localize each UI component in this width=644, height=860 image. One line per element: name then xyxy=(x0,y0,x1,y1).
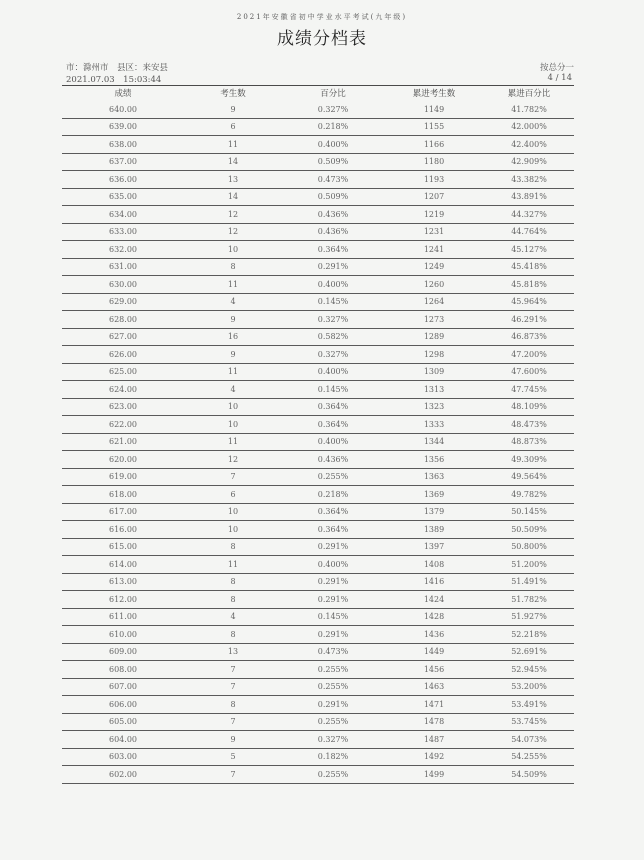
cell-count: 10 xyxy=(227,244,239,254)
cell-percent: 0.509% xyxy=(317,157,349,167)
cell-cumulative-count: 1408 xyxy=(423,559,445,569)
cell-count: 6 xyxy=(230,122,236,132)
cell-score: 636.00 xyxy=(109,174,137,184)
cell-score: 635.00 xyxy=(109,192,137,202)
table-row xyxy=(62,749,574,767)
cell-cumulative-count: 1219 xyxy=(423,209,445,219)
cell-cumulative-percent: 47.600% xyxy=(511,367,547,377)
cell-percent: 0.145% xyxy=(317,297,349,307)
cell-cumulative-count: 1155 xyxy=(423,122,445,132)
cell-count: 4 xyxy=(230,384,236,394)
cell-cumulative-percent: 50.509% xyxy=(511,524,547,534)
cell-score: 614.00 xyxy=(109,559,137,569)
cell-percent: 0.255% xyxy=(317,664,349,674)
cell-count: 9 xyxy=(230,104,236,114)
cell-score: 615.00 xyxy=(109,542,137,552)
cell-cumulative-count: 1241 xyxy=(423,244,445,254)
table-row xyxy=(62,206,574,224)
cell-cumulative-count: 1471 xyxy=(423,699,445,709)
table-row xyxy=(62,346,574,364)
cell-cumulative-count: 1289 xyxy=(423,332,445,342)
table-row xyxy=(62,766,574,784)
cell-cumulative-percent: 54.255% xyxy=(511,752,547,762)
cell-score: 602.00 xyxy=(109,769,137,779)
cell-percent: 0.182% xyxy=(317,752,349,762)
cell-percent: 0.255% xyxy=(317,717,349,727)
table-row xyxy=(62,329,574,347)
cell-score: 610.00 xyxy=(109,629,137,639)
cell-count: 9 xyxy=(230,734,236,744)
cell-cumulative-count: 1463 xyxy=(423,682,445,692)
cell-percent: 0.291% xyxy=(317,577,349,587)
cell-percent: 0.327% xyxy=(317,104,349,114)
cell-count: 8 xyxy=(230,594,236,604)
table-row xyxy=(62,539,574,557)
cell-cumulative-percent: 44.764% xyxy=(511,227,547,237)
cell-percent: 0.400% xyxy=(317,367,349,377)
cell-cumulative-percent: 50.800% xyxy=(511,542,547,552)
cell-count: 7 xyxy=(230,664,236,674)
cell-cumulative-percent: 54.509% xyxy=(511,769,547,779)
cell-percent: 0.145% xyxy=(317,384,349,394)
cell-count: 13 xyxy=(227,647,239,657)
cell-percent: 0.400% xyxy=(317,437,349,447)
cell-percent: 0.291% xyxy=(317,699,349,709)
cell-score: 627.00 xyxy=(109,332,137,342)
cell-cumulative-count: 1333 xyxy=(423,419,445,429)
cell-score: 604.00 xyxy=(109,734,137,744)
cell-cumulative-percent: 42.000% xyxy=(511,122,547,132)
cell-score: 626.00 xyxy=(109,349,137,359)
page-number: 4 / 14 xyxy=(547,73,572,83)
cell-cumulative-percent: 51.782% xyxy=(511,594,547,604)
cell-percent: 0.436% xyxy=(317,227,349,237)
cell-cumulative-count: 1323 xyxy=(423,402,445,412)
cell-cumulative-count: 1363 xyxy=(423,472,445,482)
table-row xyxy=(62,644,574,662)
cell-count: 13 xyxy=(227,174,239,184)
table-row xyxy=(62,504,574,522)
table-row xyxy=(62,731,574,749)
cell-count: 10 xyxy=(227,402,239,412)
table-row xyxy=(62,189,574,207)
cell-score: 617.00 xyxy=(109,507,137,517)
cell-count: 4 xyxy=(230,612,236,622)
cell-count: 4 xyxy=(230,297,236,307)
column-header-cumulative-count: 累进考生数 xyxy=(412,89,456,99)
column-header-score: 成绩 xyxy=(114,89,132,99)
cell-cumulative-percent: 49.564% xyxy=(511,472,547,482)
table-row xyxy=(62,101,574,119)
cell-cumulative-count: 1249 xyxy=(423,262,445,272)
cell-cumulative-count: 1379 xyxy=(423,507,445,517)
cell-cumulative-percent: 43.891% xyxy=(511,192,547,202)
cell-score: 605.00 xyxy=(109,717,137,727)
cell-percent: 0.436% xyxy=(317,454,349,464)
table-row xyxy=(62,416,574,434)
cell-cumulative-percent: 46.873% xyxy=(511,332,547,342)
cell-cumulative-count: 1356 xyxy=(423,454,445,464)
cell-cumulative-percent: 53.491% xyxy=(511,699,547,709)
cell-cumulative-percent: 52.945% xyxy=(511,664,547,674)
sort-label: 按总分一 xyxy=(539,63,574,73)
cell-score: 634.00 xyxy=(109,209,137,219)
cell-score: 640.00 xyxy=(109,104,137,114)
cell-cumulative-count: 1389 xyxy=(423,524,445,534)
cell-percent: 0.327% xyxy=(317,734,349,744)
table-row xyxy=(62,661,574,679)
cell-percent: 0.400% xyxy=(317,559,349,569)
cell-percent: 0.364% xyxy=(317,524,349,534)
cell-cumulative-percent: 48.873% xyxy=(511,437,547,447)
table-row xyxy=(62,224,574,242)
page-title: 成绩分档表 xyxy=(277,29,367,49)
cell-count: 7 xyxy=(230,682,236,692)
cell-cumulative-count: 1260 xyxy=(423,279,445,289)
cell-percent: 0.327% xyxy=(317,314,349,324)
table-row xyxy=(62,364,574,382)
cell-score: 606.00 xyxy=(109,699,137,709)
table-row xyxy=(62,626,574,644)
cell-score: 638.00 xyxy=(109,139,137,149)
cell-count: 9 xyxy=(230,314,236,324)
exam-subtitle: 2021年安徽省初中学业水平考试(九年级) xyxy=(236,13,408,21)
cell-cumulative-count: 1207 xyxy=(423,192,445,202)
table-row xyxy=(62,311,574,329)
cell-count: 10 xyxy=(227,419,239,429)
table-row xyxy=(62,381,574,399)
cell-cumulative-count: 1492 xyxy=(423,752,445,762)
cell-cumulative-count: 1456 xyxy=(423,664,445,674)
cell-cumulative-percent: 54.073% xyxy=(511,734,547,744)
cell-cumulative-percent: 45.964% xyxy=(511,297,547,307)
cell-percent: 0.291% xyxy=(317,542,349,552)
cell-cumulative-percent: 48.109% xyxy=(511,402,547,412)
cell-count: 5 xyxy=(230,752,236,762)
cell-cumulative-percent: 45.127% xyxy=(511,244,547,254)
cell-count: 12 xyxy=(227,454,239,464)
column-header-count: 考生数 xyxy=(220,89,246,99)
cell-cumulative-percent: 50.145% xyxy=(511,507,547,517)
cell-cumulative-count: 1344 xyxy=(423,437,445,447)
cell-score: 624.00 xyxy=(109,384,137,394)
cell-cumulative-percent: 45.818% xyxy=(511,279,547,289)
cell-count: 11 xyxy=(227,139,239,149)
cell-score: 608.00 xyxy=(109,664,137,674)
cell-count: 10 xyxy=(227,507,239,517)
cell-count: 16 xyxy=(227,332,239,342)
cell-score: 620.00 xyxy=(109,454,137,464)
cell-cumulative-percent: 47.745% xyxy=(511,384,547,394)
region-label: 市：滁州市 县区：来安县 xyxy=(66,63,169,73)
cell-cumulative-count: 1193 xyxy=(423,174,445,184)
cell-count: 6 xyxy=(230,489,236,499)
cell-percent: 0.218% xyxy=(317,122,349,132)
cell-cumulative-percent: 48.473% xyxy=(511,419,547,429)
table-row xyxy=(62,486,574,504)
table-row xyxy=(62,591,574,609)
cell-score: 629.00 xyxy=(109,297,137,307)
cell-percent: 0.364% xyxy=(317,419,349,429)
table-row xyxy=(62,609,574,627)
table-row xyxy=(62,469,574,487)
cell-score: 625.00 xyxy=(109,367,137,377)
cell-percent: 0.145% xyxy=(317,612,349,622)
column-header-percent: 百分比 xyxy=(320,89,346,99)
cell-score: 623.00 xyxy=(109,402,137,412)
cell-count: 8 xyxy=(230,262,236,272)
cell-cumulative-percent: 51.491% xyxy=(511,577,547,587)
cell-score: 633.00 xyxy=(109,227,137,237)
table-row xyxy=(62,119,574,137)
cell-cumulative-percent: 52.218% xyxy=(511,629,547,639)
cell-cumulative-percent: 51.927% xyxy=(511,612,547,622)
cell-score: 637.00 xyxy=(109,157,137,167)
cell-cumulative-count: 1273 xyxy=(423,314,445,324)
cell-percent: 0.364% xyxy=(317,507,349,517)
cell-count: 14 xyxy=(227,157,239,167)
cell-count: 14 xyxy=(227,192,239,202)
cell-cumulative-percent: 42.909% xyxy=(511,157,547,167)
table-row xyxy=(62,399,574,417)
timestamp: 2021.07.03 15:03:44 xyxy=(66,75,162,85)
cell-percent: 0.291% xyxy=(317,594,349,604)
cell-count: 11 xyxy=(227,559,239,569)
cell-cumulative-count: 1309 xyxy=(423,367,445,377)
cell-percent: 0.400% xyxy=(317,139,349,149)
table-row xyxy=(62,556,574,574)
cell-cumulative-count: 1180 xyxy=(423,157,445,167)
table-row xyxy=(62,521,574,539)
cell-cumulative-count: 1166 xyxy=(423,139,445,149)
table-row xyxy=(62,434,574,452)
cell-score: 618.00 xyxy=(109,489,137,499)
cell-cumulative-percent: 49.782% xyxy=(511,489,547,499)
cell-cumulative-count: 1298 xyxy=(423,349,445,359)
cell-cumulative-percent: 42.400% xyxy=(511,139,547,149)
cell-percent: 0.291% xyxy=(317,629,349,639)
cell-cumulative-count: 1424 xyxy=(423,594,445,604)
cell-count: 7 xyxy=(230,769,236,779)
cell-score: 616.00 xyxy=(109,524,137,534)
cell-percent: 0.364% xyxy=(317,402,349,412)
cell-cumulative-count: 1499 xyxy=(423,769,445,779)
cell-score: 609.00 xyxy=(109,647,137,657)
cell-score: 639.00 xyxy=(109,122,137,132)
cell-cumulative-count: 1313 xyxy=(423,384,445,394)
table-row xyxy=(62,714,574,732)
table-row xyxy=(62,679,574,697)
cell-percent: 0.255% xyxy=(317,472,349,482)
cell-score: 631.00 xyxy=(109,262,137,272)
table-header xyxy=(62,86,574,100)
cell-percent: 0.327% xyxy=(317,349,349,359)
cell-cumulative-count: 1416 xyxy=(423,577,445,587)
cell-cumulative-percent: 43.382% xyxy=(511,174,547,184)
cell-percent: 0.509% xyxy=(317,192,349,202)
cell-count: 11 xyxy=(227,367,239,377)
table-row xyxy=(62,696,574,714)
cell-cumulative-percent: 45.418% xyxy=(511,262,547,272)
cell-count: 9 xyxy=(230,349,236,359)
cell-cumulative-percent: 41.782% xyxy=(511,104,547,114)
cell-cumulative-count: 1478 xyxy=(423,717,445,727)
table-row xyxy=(62,294,574,312)
cell-score: 622.00 xyxy=(109,419,137,429)
cell-score: 613.00 xyxy=(109,577,137,587)
cell-percent: 0.400% xyxy=(317,279,349,289)
cell-count: 8 xyxy=(230,542,236,552)
cell-cumulative-percent: 44.327% xyxy=(511,209,547,219)
cell-percent: 0.364% xyxy=(317,244,349,254)
cell-score: 628.00 xyxy=(109,314,137,324)
cell-cumulative-count: 1231 xyxy=(423,227,445,237)
table-row xyxy=(62,136,574,154)
cell-score: 611.00 xyxy=(109,612,137,622)
cell-count: 12 xyxy=(227,209,239,219)
table-row xyxy=(62,259,574,277)
cell-cumulative-count: 1487 xyxy=(423,734,445,744)
cell-count: 11 xyxy=(227,279,239,289)
cell-score: 612.00 xyxy=(109,594,137,604)
cell-score: 619.00 xyxy=(109,472,137,482)
cell-count: 10 xyxy=(227,524,239,534)
cell-count: 7 xyxy=(230,472,236,482)
cell-percent: 0.291% xyxy=(317,262,349,272)
cell-count: 8 xyxy=(230,577,236,587)
table-row xyxy=(62,154,574,172)
cell-score: 621.00 xyxy=(109,437,137,447)
cell-count: 11 xyxy=(227,437,239,447)
cell-cumulative-percent: 52.691% xyxy=(511,647,547,657)
cell-cumulative-count: 1397 xyxy=(423,542,445,552)
cell-count: 8 xyxy=(230,629,236,639)
cell-percent: 0.436% xyxy=(317,209,349,219)
cell-score: 603.00 xyxy=(109,752,137,762)
cell-count: 8 xyxy=(230,699,236,709)
table-row xyxy=(62,276,574,294)
cell-cumulative-count: 1264 xyxy=(423,297,445,307)
cell-cumulative-count: 1149 xyxy=(423,104,445,114)
cell-cumulative-percent: 47.200% xyxy=(511,349,547,359)
cell-percent: 0.218% xyxy=(317,489,349,499)
cell-percent: 0.255% xyxy=(317,769,349,779)
cell-cumulative-percent: 51.200% xyxy=(511,559,547,569)
cell-count: 12 xyxy=(227,227,239,237)
cell-percent: 0.473% xyxy=(317,647,349,657)
cell-cumulative-count: 1428 xyxy=(423,612,445,622)
table-row xyxy=(62,241,574,259)
cell-cumulative-percent: 53.745% xyxy=(511,717,547,727)
table-row xyxy=(62,451,574,469)
cell-cumulative-percent: 49.309% xyxy=(511,454,547,464)
table-body xyxy=(62,101,574,784)
cell-score: 607.00 xyxy=(109,682,137,692)
cell-cumulative-percent: 53.200% xyxy=(511,682,547,692)
cell-cumulative-count: 1369 xyxy=(423,489,445,499)
cell-score: 632.00 xyxy=(109,244,137,254)
table-row xyxy=(62,574,574,592)
cell-count: 7 xyxy=(230,717,236,727)
cell-cumulative-percent: 46.291% xyxy=(511,314,547,324)
column-header-cumulative-percent: 累进百分比 xyxy=(507,89,551,99)
table-row xyxy=(62,171,574,189)
cell-cumulative-count: 1436 xyxy=(423,629,445,639)
cell-cumulative-count: 1449 xyxy=(423,647,445,657)
cell-percent: 0.582% xyxy=(317,332,349,342)
cell-score: 630.00 xyxy=(109,279,137,289)
cell-percent: 0.473% xyxy=(317,174,349,184)
cell-percent: 0.255% xyxy=(317,682,349,692)
